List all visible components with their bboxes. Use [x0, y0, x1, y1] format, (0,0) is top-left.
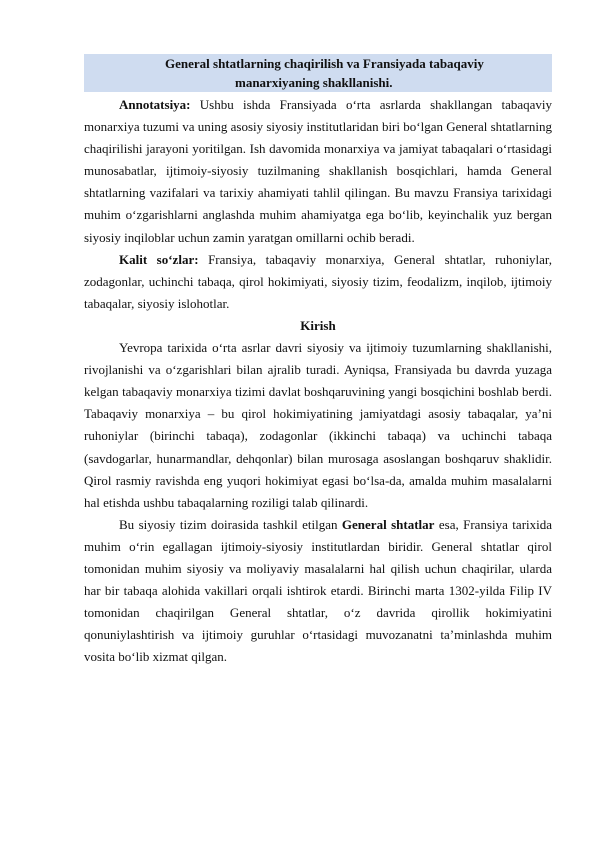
abstract-paragraph	[84, 94, 552, 249]
title-line-1: General shtatlarning chaqirilish va Fransiyada tabaqaviy	[165, 56, 484, 71]
intro-paragraph-1: Yevropa tarixida o‘rta asrlar davri siyosiy va ijtimoiy tuzumlarning shakllanishi, rivojlanishi va o‘zgarishlari bilan ajralib turadi. Ayniqsa, Fransiyada bu davrda yuzaga kelgan tabaqaviy monarxiya tizimi davlat boshqaruvining yangi bosqichini boshlab berdi. Tabaqaviy monarxiya – bu qirol hokimiyatining jamiyatdagi asosiy tabaqalar, ya’ni ruhoniylar (birinchi tabaqa), zodagonlar (ikkinchi tabaqa) va uchinchi tabaqa (savdogarlar, hunarmandlar, dehqonlar) bilan murosaga asoslangan boshqaruv shaklidir. Qirol rasmiy ravishda eng yuqori hokimiyat egasi bo‘lsa-da, amalda muhim masalalarni hal etishda ushbu tabaqalarning roziligi talab qilinardi.	[84, 340, 552, 510]
title-line-2: manarxiyaning shakllanishi.	[235, 75, 393, 90]
para2-end: esa, Fransiya tarixida muhim o‘rin egallagan ijtimoiy-siyosiy institutlardan biridir. General shtatlar qirol tomonidan muhim siyosiy va moliyaviy masalalarni hal qilish uchun chaqirilar, ularda har bir tabaqa alohida vakillari orqali ishtirok etardi. Birinchi marta 1302-yilda Filip IV tomonidan chaqirilgan General shtatlar, o‘z davrida qirollik hokimiyatini qonuniylashtirish va ijtimoiy guruhlar o‘rtasidagi muvozanatni ta’minlashda muhim vosita bo‘lib xizmat qilgan.	[84, 516, 553, 665]
para2-start: Bu siyosiy tizim doirasida tashkil etilgan	[119, 516, 338, 532]
abstract-text: Ushbu ishda Fransiyada o‘rta asrlarda shakllangan tabaqaviy monarxiya tuzumi va uning asosiy siyosiy institutlaridan biri bo‘lgan General shtatlarning chaqirilishi jarayoni yoritilgan. Ish davomida monarxiya va jamiyat tabaqalari o‘rtasidagi munosabatlar, ijtimoiy-siyosiy tuzilmaning shakllanish bosqichlari, hamda General shtatlarning vazifalari va tarixiy ahamiyati tahlil qilingan. Bu mavzu Fransiya tarixidagi muhim o‘zgarishlarni anglashda muhim ahamiyatga ega bo‘lib, keyinchalik yuz bergan siyosiy inqiloblar uchun zamin yaratgan omillarni ochib beradi.	[84, 97, 552, 245]
abstract-label: Annotatsiya:	[119, 97, 191, 112]
keywords-label: Kalit so‘zlar:	[119, 251, 199, 267]
keywords-paragraph	[84, 249, 552, 315]
intro-paragraph-2	[84, 514, 552, 669]
document-body	[84, 94, 552, 668]
keywords-text: Fransiya, tabaqaviy monarxiya, General shtatlar, ruhoniylar, zodagonlar, uchinchi tabaqa, qirol hokimiyati, siyosiy tizim, feodalizm, inqilob, ijtimoiy tabaqalar, siyosiy islohotlar.	[84, 251, 552, 311]
intro-heading: Kirish	[300, 317, 336, 333]
para2-bold-term: General shtatlar	[341, 516, 435, 532]
